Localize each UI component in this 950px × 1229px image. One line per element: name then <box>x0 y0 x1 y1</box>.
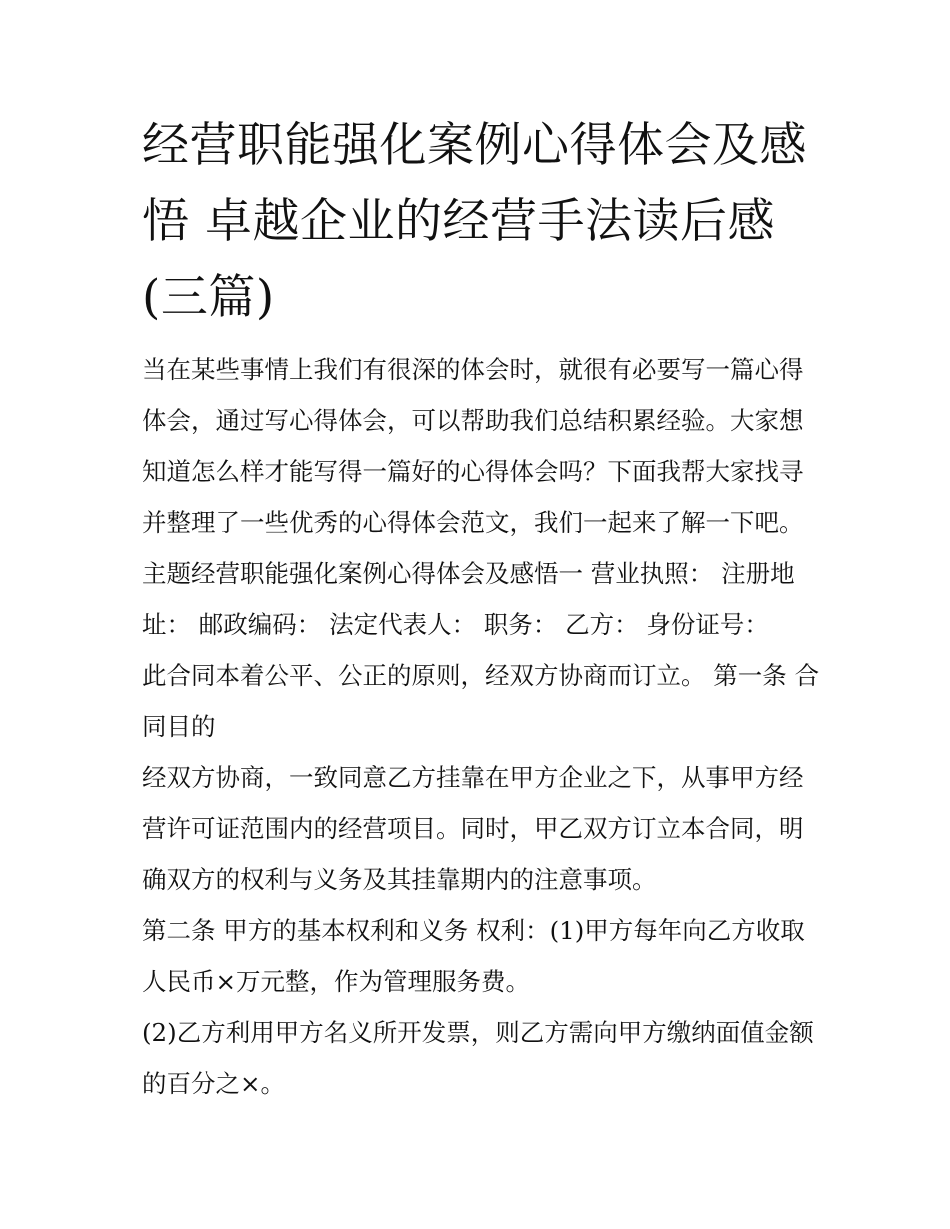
document-title: 经营职能强化案例心得体会及感悟 卓越企业的经营手法读后感(三篇) <box>142 118 807 325</box>
document-body <box>142 344 820 1109</box>
invoice-fee-paragraph: (2)乙方利用甲方名义所开发票，则乙方需向甲方缴纳面值金额的百分之×。 <box>142 1018 814 1098</box>
contract-purpose-paragraph: 经双方协商，一致同意乙方挂靠在甲方企业之下，从事甲方经营许可证范围内的经营项目。同时，甲乙双方订立本合同，明确双方的权利与义务及其挂靠期内的注意事项。 <box>142 763 804 894</box>
party-info-paragraph: 主题经营职能强化案例心得体会及感悟一 营业执照： 注册地址： 邮政编码： 法定代表人： 职务： 乙方： 身份证号： <box>142 559 795 639</box>
intro-paragraph: 当在某些事情上我们有很深的体会时，就很有必要写一篇心得体会，通过写心得体会，可以帮助我们总结积累经验。大家想知道怎么样才能写得一篇好的心得体会吗？下面我帮大家找寻并整理了一些优秀的心得体会范文，我们一起来了解一下吧。 <box>142 355 804 537</box>
article-two-paragraph: 第二条 甲方的基本权利和义务 权利：(1)甲方每年向乙方收取人民币×万元整，作为管理服务费。 <box>142 916 805 996</box>
contract-principle-paragraph: 此合同本着公平、公正的原则，经双方协商而订立。 第一条 合同目的 <box>142 661 820 741</box>
